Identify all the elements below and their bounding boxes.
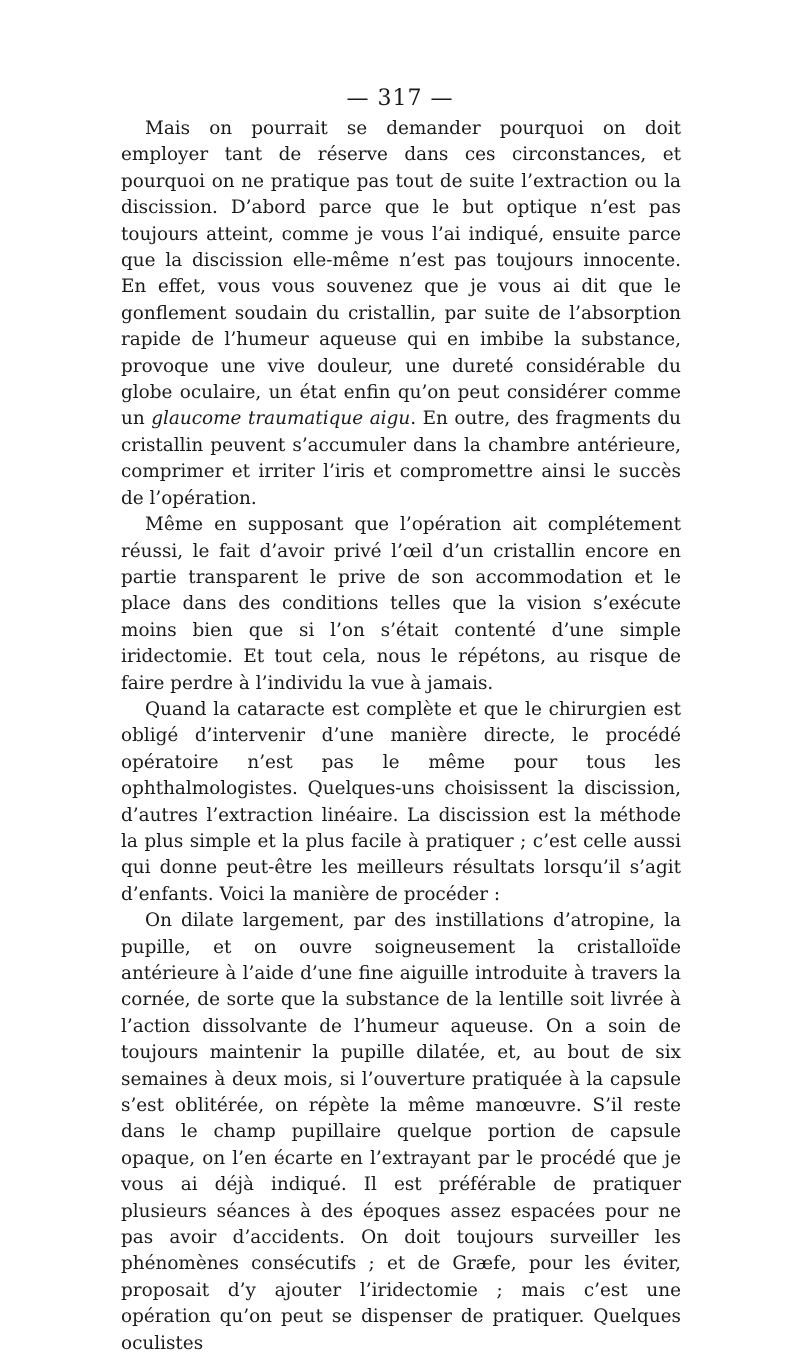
paragraph-2: Même en supposant que l’opération ait complétement réussi, le fait d’avoir privé l’œil d’un cristallin encore en partie transparent le prive de son accommodation et le place dans des conditions telles que la vision s’exécute moins bien que si l’on s’était contenté d’une simple iridectomie. Et tout cela, nous le répétons, au risque de faire perdre à l’individu la vue à jamais. <box>121 514 681 694</box>
body-text <box>121 116 681 1357</box>
page-number: — 317 — <box>346 86 454 111</box>
paragraph-3: Quand la cataracte est complète et que le chirurgien est obligé d’intervenir d’une manière directe, le procédé opératoire n’est pas le même pour tous les ophthalmologistes. Quelques-uns choisissent la discission, d’autres l’extraction linéaire. La discission est la méthode la plus simple et la plus facile à pratiquer ; c’est celle aussi qui donne peut-être les meilleurs résultats lorsqu’il s’agit d’enfants. Voici la manière de procéder : <box>121 698 681 905</box>
paragraph-1-text-end: . En outre, des fragments du cristallin peuvent s’accumuler dans la chambre antérieure, comprimer et irriter l’iris et compromettre ainsi le succès de l’opération. <box>121 408 681 509</box>
paragraph-4: On dilate largement, par des instillations d’atropine, la pupille, et on ouvre soigneusement la cristalloïde antérieure à l’aide d’une fine aiguille introduite à travers la cornée, de sorte que la substance de la lentille soit livrée à l’action dissolvante de l’humeur aqueuse. On a soin de toujours maintenir la pupille dilatée, et, au bout de six semaines à deux mois, si l’ouverture pratiquée à la capsule s’est oblitérée, on répète la même manœuvre. S’il reste dans le champ pupillaire quelque portion de capsule opaque, on l’en écarte en l’extrayant par le procédé que je vous ai déjà indiqué. Il est préférable de pratiquer plusieurs séances à des époques assez espacées pour ne pas avoir d’accidents. On doit toujours surveiller les phénomènes consécutifs ; et de Græfe, pour les éviter, proposait d’y ajouter l’iridectomie ; mais c’est une opération qu’on peut se dispenser de pratiquer. Quelques oculistes <box>121 910 681 1354</box>
paragraph-1 <box>121 116 681 512</box>
paragraph-1-italic-term: glaucome traumatique aigu <box>151 408 411 430</box>
paragraph-1-text-start: Mais on pourrait se demander pourquoi on doit employer tant de réserve dans ces circonstances, et pourquoi on ne pratique pas tout de suite l’extraction ou la discission. D’abord parce que le but optique n’est pas toujours atteint, comme je vous l’ai indiqué, ensuite parce que la discission elle-même n’est pas toujours innocente. En effet, vous vous souvenez que je vous ai dit que le gonflement soudain du cristallin, par suite de l’absorption rapide de l’humeur aqueuse qui en imbibe la substance, provoque une vive douleur, une dureté considérable du globe oculaire, un état enfin qu’on peut considérer comme un <box>121 118 681 430</box>
